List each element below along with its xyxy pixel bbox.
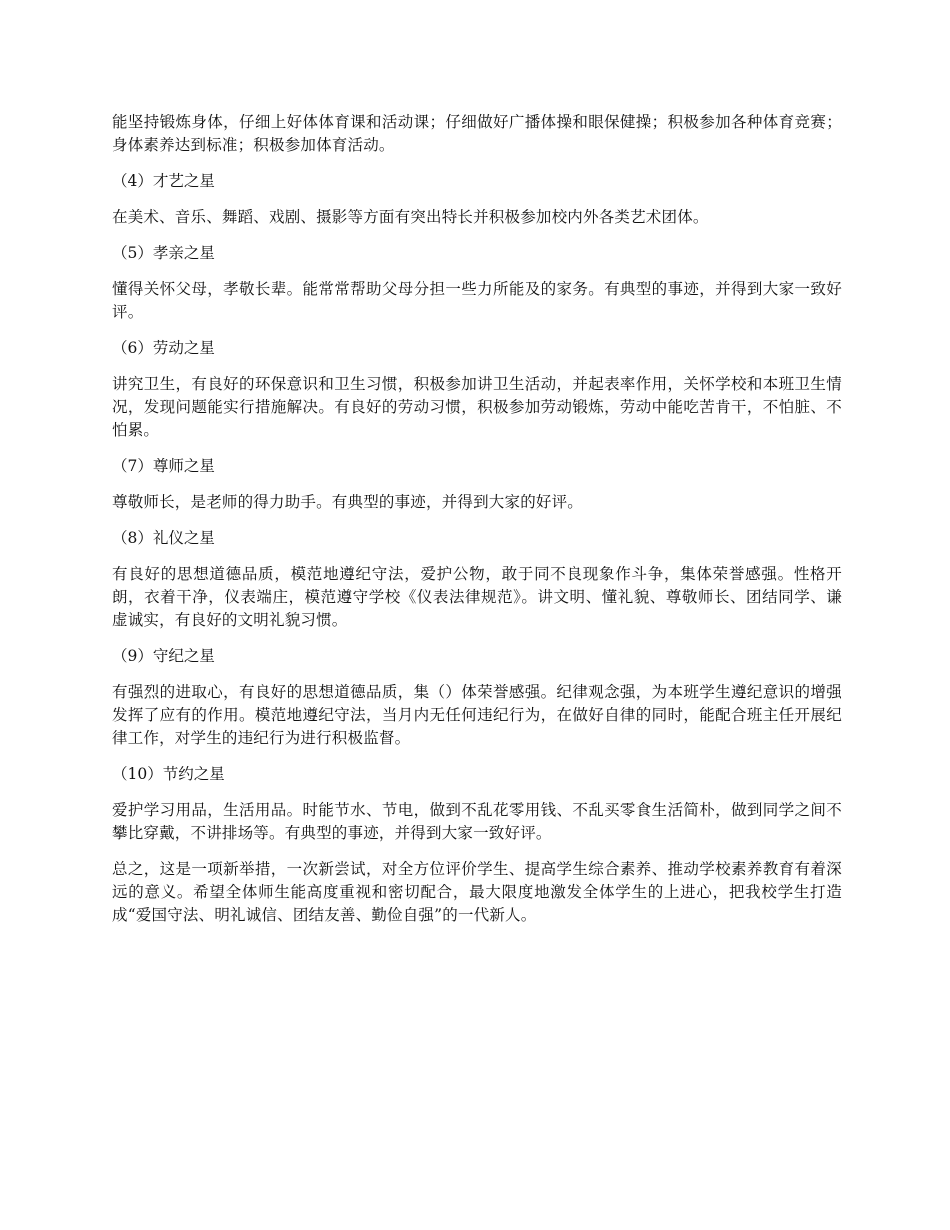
paragraph-thrift-star: 爱护学习用品，生活用品。时能节水、节电，做到不乱花零用钱、不乱买零食生活简朴，做到同学之间不攀比穿戴，不讲排场等。有典型的事迹，并得到大家一致好评。 (112, 801, 842, 842)
heading-respect-teacher-star: （7）尊师之星 (112, 457, 215, 475)
paragraph-filial-star: 懂得关怀父母，孝敬长辈。能常常帮助父母分担一些力所能及的家务。有典型的事迹，并得到大家一致好评。 (112, 280, 842, 321)
heading-etiquette-star: （8）礼仪之星 (112, 529, 215, 547)
paragraph-etiquette-star: 有良好的思想道德品质，模范地遵纪守法，爱护公物，敢于同不良现象作斗争，集体荣誉感强。性格开朗，衣着干净，仪表端庄，模范遵守学校《仪表法律规范》。讲文明、懂礼貌、尊敬师长、团结同学、谦虚诚实，有良好的文明礼貌习惯。 (112, 565, 842, 629)
paragraph-discipline-star: 有强烈的进取心，有良好的思想道德品质，集（）体荣誉感强。纪律观念强，为本班学生遵纪意识的增强发挥了应有的作用。模范地遵纪守法，当月内无任何违纪行为，在做好自律的同时，能配合班主任开展纪律工作，对学生的违纪行为进行积极监督。 (112, 683, 842, 747)
heading-thrift-star: （10）节约之星 (112, 765, 225, 783)
paragraph-respect-teacher-star: 尊敬师长，是老师的得力助手。有典型的事迹，并得到大家的好评。 (112, 493, 584, 511)
paragraph-labor-star: 讲究卫生，有良好的环保意识和卫生习惯，积极参加讲卫生活动，并起表率作用，关怀学校和本班卫生情况，发现问题能实行措施解决。有良好的劳动习惯，积极参加劳动锻炼，劳动中能吃苦肯干，不怕脏、不怕累。 (112, 375, 842, 439)
heading-talent-star: （4）才艺之星 (112, 172, 215, 190)
heading-labor-star: （6）劳动之星 (112, 339, 215, 357)
heading-discipline-star: （9）守纪之星 (112, 647, 215, 665)
heading-filial-star: （5）孝亲之星 (112, 244, 215, 262)
paragraph-talent-star: 在美术、音乐、舞蹈、戏剧、摄影等方面有突出特长并积极参加校内外各类艺术团体。 (112, 208, 709, 226)
paragraph-conclusion: 总之，这是一项新举措，一次新尝试，对全方位评价学生、提高学生综合素养、推动学校素养教育有着深远的意义。希望全体师生能高度重视和密切配合，最大限度地激发全体学生的上进心，把我校学生打造成“爱国守法、明礼诚信、团结友善、勤俭自强”的一代新人。 (112, 860, 842, 924)
paragraph-sports: 能坚持锻炼身体，仔细上好体体育课和活动课；仔细做好广播体操和眼保健操；积极参加各种体育竞赛；身体素养达到标准；积极参加体育活动。 (112, 113, 842, 154)
document-page (112, 111, 842, 927)
